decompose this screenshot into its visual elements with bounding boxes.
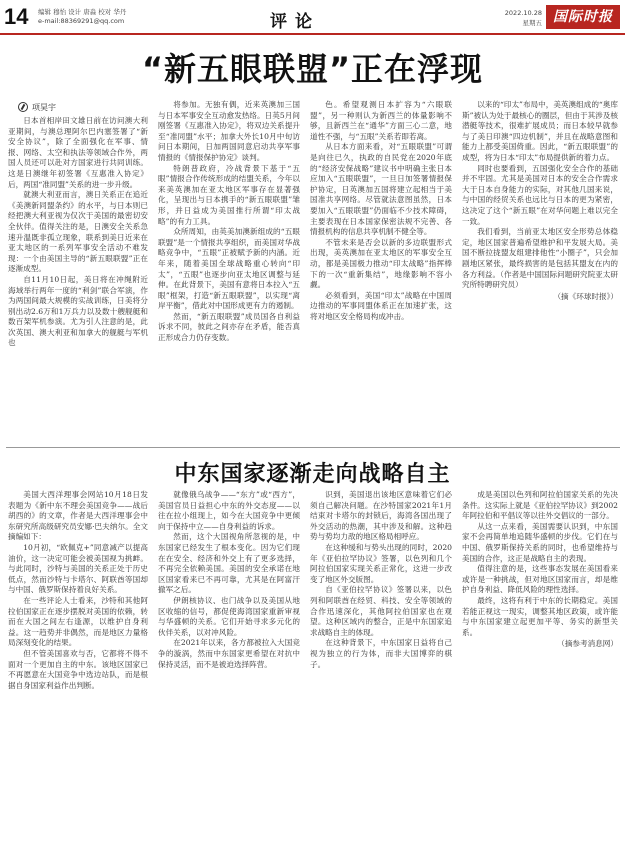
article2-column-4 [462,490,618,650]
paragraph: 以来的“印太”布局中，美英澳组成的“奥库斯”被认为处于最核心的圈层，但由于其涉及核潜艇等技术，很难扩展成员；而日本较早就参与了美日印澳“四边机制”，并且在战略意图和能力上都受美国倚重。因此，“新五眼联盟”的成型，将为日本“印太”布局提供新的着力点。 [462,100,618,162]
article2-headline: 中东国家逐渐走向战略自主 [174,462,451,487]
paragraph: 不管未来是否会以新的多边联盟形式出现，美英澳加在亚太地区的军事安全互动，都是美国极力推动“印太战略”指挥棒下的一次“重新集结”，地缘影响不容小觑。 [310,237,452,290]
pen-icon [18,102,28,112]
paragraph: 识到，美国退出该地区意味着它们必须自己解决问题。在沙特国家2021年1月结束对卡塔尔的封锁后，海湾各国出现了外交活动的热潮，其中涉及和解。这种趋势与势均力敌的地区格局相呼应。 [310,490,452,542]
article2-column-2 [158,490,300,670]
newspaper-logo: 国际时报 [546,5,620,29]
paragraph: 必须看到，美国“印太”战略在中国周边推动的军事同盟体系正在加速扩张，这将对地区安全格局构成冲击。 [310,290,452,321]
article1-headline: “新五眼联盟”正在浮现 [141,50,484,88]
paragraph: 从这一点来看，美国需要认识到，中东国家不会再简单地追随华盛顿的步伐。它们在与中国、俄罗斯保持关系的同时，也希望维持与美国的合作，这正是战略自主的表现。 [462,521,618,563]
paragraph: 然而，这个大国视角所忽视的是，中东国家已经发生了根本变化。因为它们现在在安全、经济和外交上有了更多选择，不再完全依赖美国。美国的安全承诺在地区国家看来已不再可靠，尤其是在阿富汗撤军之后。 [158,532,300,595]
paragraph: 在这种缓和与势头出现的同时，2020年《亚伯拉罕协议》签署，以色列和几个阿拉伯国家实现关系正常化，这进一步改变了地区外交版图。 [310,542,452,584]
editor-credits [38,8,126,26]
paragraph: 10月初，“欧佩克+”同意减产以提高油价，这一决定可能会被美国视为挑衅。与此同时，沙特与美国的关系正处于历史低点，然而沙特与卡塔尔、阿联酋等国却与中国、俄罗斯保持着良好关系。 [8,542,148,595]
paragraph: 将参加。无独有偶，近来英澳加三国与日本军事安全互动愈发热络。日英5月间刚签署《互惠准入协定》，将双边关系提升至“准同盟”水平；加拿大外长10月中旬访问日本期间，日加两国同意启动共享军事情报的《情报保护协定》谈判。 [158,100,300,162]
article1-source: （摘《环球时报》） [553,291,618,301]
paragraph: 美国大西洋理事会网站10月18日发表题为《新中东不理会美国竞争——战后胡西的》的文章，作者是大西洋理事会中东研究所高级研究员安娜·巴夫纳尔。全文摘编如下： [8,490,148,542]
paragraph: 从日本方面来看，对“五眼联盟”可谓是向往已久，执政的自民党在2020年底的“经济安保战略”建议书中明确主张日本应加入“五眼联盟”，一旦日加签署情报保护协定，日英澳加五国将建立起相当于美国准共享网络。尽管就法意图虽然，日本要加入“五眼联盟”仍面临不少技术障碍，主要表现在日本国家保密法规不完善、各情报机构的信息共享机制不健全等。 [310,142,452,237]
article1-column-2 [158,100,300,344]
paragraph: 特朗普政府，冷战背景下基于“五眼”情报合作传统形成的结盟关系，今年以来美英澳加在亚太地区军事存在显著强化，呈现出与日本携手的“新五眼联盟”雏形，并日益成为美国推行所谓“印太战略”的有力工具。 [158,163,300,226]
article2-column-3 [310,490,452,670]
page-number: 14 [4,4,29,29]
article1-column-4 [462,100,618,302]
paragraph: 我们看到，当前亚太地区安全形势总体稳定，地区国家普遍希望维护和平发展大局。美国不断拉拢盟友组建排他性“小圈子”，只会加剧地区紧张，最终损害的是包括其盟友在内的各方利益。（作者是中国国际问题研究院亚太研究所特聘研究员） [462,227,618,290]
paragraph: 但不管美国喜欢与否，它都将不得不面对一个更加自主的中东。该地区国家已不再愿意在大国竞争中选边站队，而是根据自身国家利益作出判断。 [8,648,148,690]
paragraph: 在一些评论人士看来，沙特和其他阿拉伯国家正在逐步摆脱对美国的依赖，转而在大国之间左右逢源，以维护自身利益。这一趋势并非偶然，而是地区力量格局深刻变化的结果。 [8,595,148,648]
article-divider [6,447,620,448]
article2-source: （摘参考消息网） [557,639,618,649]
paragraph: 自《亚伯拉罕协议》签署以来，以色列和阿联酋在经贸、科技、安全等领域的合作迅速深化，其他阿拉伯国家也在观望。这种区域内的整合，正是中东国家追求战略自主的体现。 [310,585,452,637]
paragraph: 众所周知，由英美加澳新组成的“五眼联盟”是一个情报共享组织，而美国对华战略竞争中，“五眼”正被赋予新的内涵。近年来，随着美国全球战略重心转向“印太”，“五眼”也逐步向亚太地区调整与延伸。在此背景下，美国有意将日本拉入“五眼”框架，打造“新五眼联盟”，以实现“离岸平衡”，借此对中国形成更有力的遏制。 [158,227,300,311]
paragraph: 在2021年以来，各方都被拉入大国竞争的漩涡，然而中东国家更希望在对抗中保持灵活，而不是被迫选择阵营。 [158,638,300,669]
page-header [0,0,625,35]
email-line: e-mail:88369291@qq.com [38,17,125,25]
weekday-text: 星期五 [522,19,542,27]
paragraph: 最终，这将有利于中东的长期稳定。美国若能正视这一现实，调整其地区政策，或许能与中东国家建立起更加平等、务实的新型关系。 [462,595,618,637]
article1-column-3 [310,100,452,322]
paragraph: 自11月10日起，美日将在冲绳附近海域举行两年一度的“利剑”联合军演，作为两国间最大规模的实战训练，日美将分别出动2.6万和1万兵力以及数十艘舰艇和数百架军机参演。尤为引人注意的是，此次英国、澳大利亚和加拿大的舰艇与军机也 [8,274,148,348]
editors-line: 编辑 穆怡 设计 唐淼 校对 华丹 [38,8,127,16]
article1-column-1 [8,116,148,349]
author-name: 项昊宇 [32,103,56,112]
paragraph: 日本首相岸田文雄日前在访问澳大利亚期间，与澳总理阿尔巴内塞签署了“新安全协议”，除了全面强化在军事、情报、网络、太空和执法等领域合作外，两国人员还可以赴对方国家进行共同训练。这是日澳继年初签署《互惠准入协定》后，两国“准同盟”关系的进一步升级。 [8,116,148,189]
paragraph: 就像俄乌战争——“东方”或“西方”，美国官员日益担心中东的外交态度——以往在拉小组现上，如今在大国竞争中更倾向于保持中立——自身利益的诉求。 [158,490,300,531]
paragraph: 成是美国以色列和阿拉伯国家关系的先决条件。这实际上就是《亚伯拉罕协议》到2002年阿拉伯和平倡议等以往外交倡议的一部分。 [462,490,619,521]
issue-date [486,8,542,28]
paragraph: 值得注意的是，这些事态发展在美国看来或许是一种挑战，但对地区国家而言，却是维护自身利益、降低风险的理性选择。 [462,564,618,595]
paragraph: 同时也要看到，五国强化安全合作的基础并不牢固。尤其是美国对日本的安全合作需求大于日本自身能力的实际，对其他几国来说，与中国的经贸关系也远比与日本的更为紧密，这决定了这个“新五眼”在对华问题上难以完全一致。 [462,163,618,226]
date-text: 2022.10.28 [504,9,542,17]
article1-byline [18,102,56,113]
article2-column-1 [8,490,148,691]
paragraph: 伊朗核协议、也门战争以及美国从地区收缩的信号，都促使海湾国家重新审视与华盛顿的关系。它们开始寻求多元化的伙伴关系，以对冲风险。 [158,595,300,637]
paragraph: 就澳大利亚而言，澳日关系正在追近《美澳新同盟条约》的水平，与日本则已经把澳大利亚视为仅次于美国的最密切安全伙伴。值得关注的是，日澳安全关系急速升温既非孤立现象，联系到美日近来在亚太地区的一系列军事安全活动不难发现：一个由美国主导的“新五眼联盟”正在逐渐成型。 [8,190,148,274]
paragraph: 在这种背景下，中东国家日益将自己视为独立的行为体，而非大国博弈的棋子。 [310,638,452,669]
paragraph: 色。希望观测日本扩容为“六眼联盟”，另一种则认为新西兰的体量影响不够，且新西兰在“通华”方面三心二意，地道性不强，与“五眼”关系若即若离。 [310,100,452,141]
section-title: 评论 [270,12,320,32]
paragraph: 然而，“新五眼联盟”成员国各自利益诉求不同，彼此之间亦存在矛盾，能否真正形成合力仍存变数。 [158,311,300,343]
